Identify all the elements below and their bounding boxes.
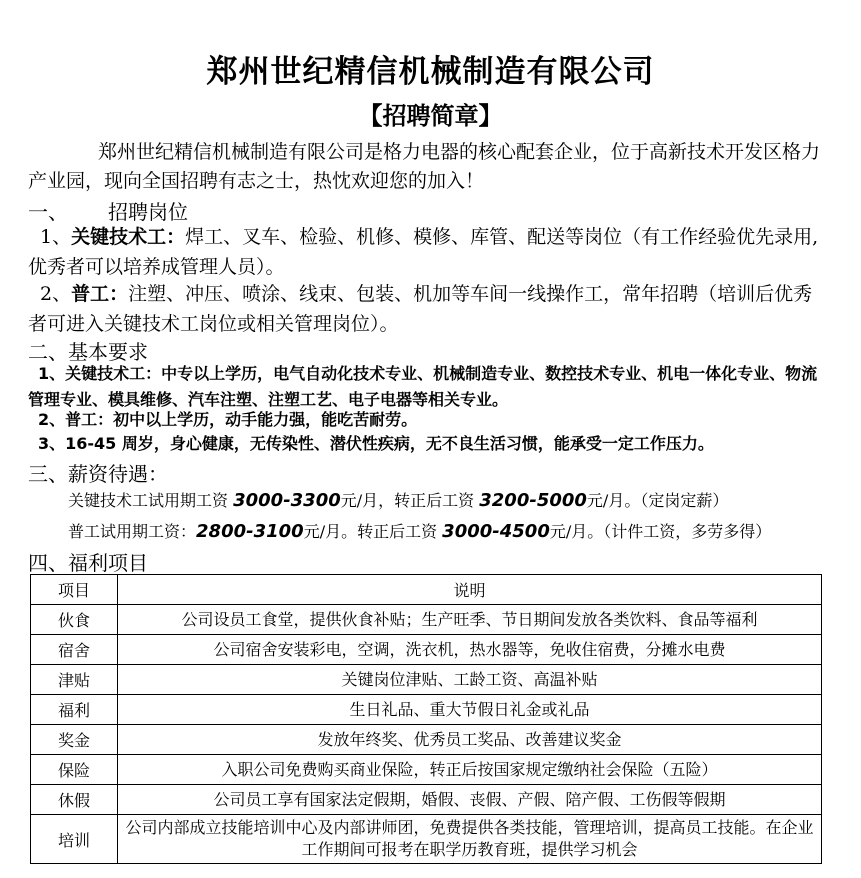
benefits-table — [30, 574, 822, 864]
intro-paragraph: 郑州世纪精信机械制造有限公司是格力电器的核心配套企业，位于高新技术开发区格力产业园，现向全国招聘有志之士，热忱欢迎您的加入！ — [28, 141, 821, 192]
benefit-name: 休假 — [31, 785, 118, 815]
table-row — [31, 695, 822, 725]
section-heading-requirements: 二、基本要求 — [28, 340, 148, 364]
job-item-key-technician: 1、关键技术工：焊工、叉车、检验、机修、模修、库管、配送等岗位（有工作经验优先录用,优秀者可以培养成管理人员）。 — [28, 226, 819, 278]
recruitment-subtitle: 【招聘简章】 — [358, 102, 503, 130]
salary-amount: 3200-5000 — [479, 490, 587, 511]
requirement-item: 2、普工：初中以上学历，动手能力强，能吃苦耐劳。 — [38, 410, 418, 429]
salary-line-general: 普工试用期工资：2800-3100元/月。转正后工资 3000-4500元/月。（计件工资，多劳多得） — [68, 521, 772, 542]
column-header-description: 说明 — [118, 575, 822, 605]
job-text: 注塑、冲压、喷涂、线束、包装、机加等车间一线操作工，常年招聘（培训后优秀者可进入关键技术工岗位或相关管理岗位）。 — [28, 283, 813, 335]
benefit-name: 奖金 — [31, 725, 118, 755]
job-item-general-worker: 2、普工：注塑、冲压、喷涂、线束、包装、机加等车间一线操作工，常年招聘（培训后优秀者可进入关键技术工岗位或相关管理岗位）。 — [28, 283, 813, 335]
salary-amount: 3000-3300 — [233, 490, 341, 511]
table-row — [31, 725, 822, 755]
benefit-name: 宿舍 — [31, 635, 118, 665]
section-title: 招聘岗位 — [108, 200, 188, 224]
table-row — [31, 605, 822, 635]
table-row — [31, 635, 822, 665]
salary-amount: 2800-3100 — [196, 521, 304, 542]
section-heading-salary: 三、薪资待遇： — [28, 462, 168, 486]
salary-line-technician: 关键技术工试用期工资 3000-3300元/月，转正后工资 3200-5000元/月。（定岗定薪） — [68, 490, 729, 511]
benefit-name: 伙食 — [31, 605, 118, 635]
section-heading-benefits: 四、福利项目 — [28, 551, 148, 575]
benefit-description: 发放年终奖、优秀员工奖品、改善建议奖金 — [118, 725, 822, 755]
salary-amount: 3000-4500 — [442, 521, 550, 542]
benefit-description: 公司员工享有国家法定假期，婚假、丧假、产假、陪产假、工伤假等假期 — [118, 785, 822, 815]
job-label: 关键技术工： — [71, 226, 186, 248]
requirement-item: 1、关键技术工：中专以上学历，电气自动化技术专业、机械制造专业、数控技术专业、机电一体化专业、物流管理专业、模具维修、汽车注塑、注塑工艺、电子电器等相关专业。 — [28, 364, 818, 409]
benefit-name: 培训 — [31, 815, 118, 864]
benefit-description: 关键岗位津贴、工龄工资、高温补贴 — [118, 665, 822, 695]
table-header-row — [31, 575, 822, 605]
section-heading-positions — [28, 196, 188, 225]
company-title: 郑州世纪精信机械制造有限公司 — [206, 54, 655, 90]
table-row — [31, 665, 822, 695]
benefit-description: 生日礼品、重大节假日礼金或礼品 — [118, 695, 822, 725]
benefit-name: 福利 — [31, 695, 118, 725]
benefit-description: 公司宿舍安装彩电，空调，洗衣机，热水器等，免收住宿费，分摊水电费 — [118, 635, 822, 665]
requirement-item: 3、16-45 周岁，身心健康，无传染性、潜伏性疾病，无不良生活习惯，能承受一定工作压力。 — [38, 434, 714, 453]
table-row — [31, 815, 822, 864]
benefit-description: 公司内部成立技能培训中心及内部讲师团，免费提供各类技能，管理培训，提高员工技能。在企业工作期间可报考在职学历教育班，提供学习机会 — [118, 815, 822, 864]
table-row — [31, 785, 822, 815]
benefit-description: 入职公司免费购买商业保险，转正后按国家规定缴纳社会保险（五险） — [118, 755, 822, 785]
benefit-name: 保险 — [31, 755, 118, 785]
job-text: 焊工、叉车、检验、机修、模修、库管、配送等岗位（有工作经验优先录用,优秀者可以培养成管理人员）。 — [28, 226, 819, 278]
table-row — [31, 755, 822, 785]
column-header-item: 项目 — [31, 575, 118, 605]
job-label: 普工： — [71, 283, 129, 305]
benefit-description: 公司设员工食堂，提供伙食补贴；生产旺季、节日期间发放各类饮料、食品等福利 — [118, 605, 822, 635]
section-number: 一、 — [28, 200, 68, 224]
benefit-name: 津贴 — [31, 665, 118, 695]
